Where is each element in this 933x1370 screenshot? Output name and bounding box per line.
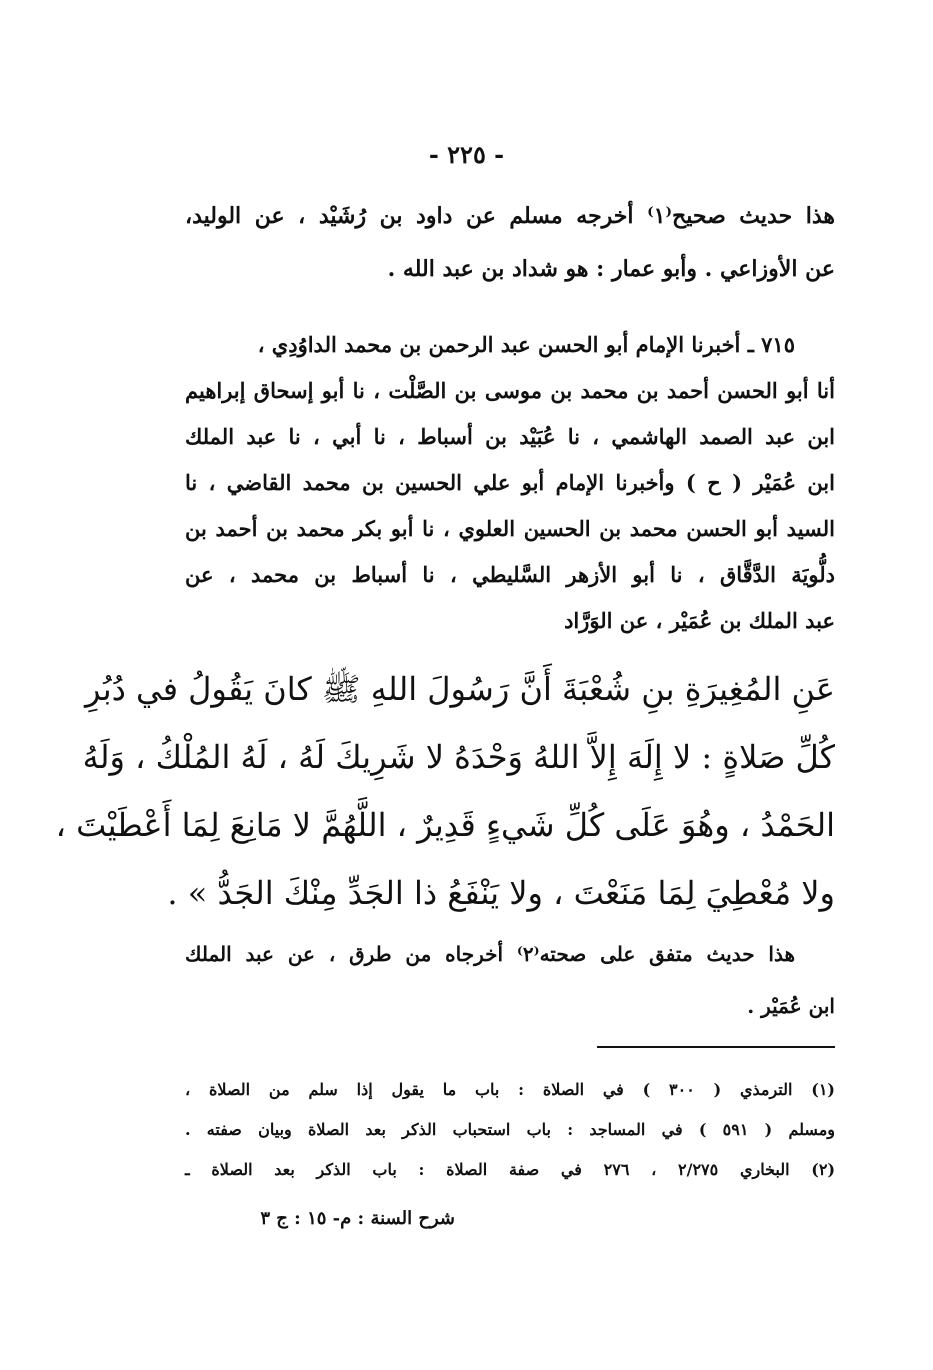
text-line: السيد أبو الحسن محمد بن الحسين العلوي ، نا أبو بكر محمد بن أحمد بن (185, 516, 835, 541)
isnad-paragraph (185, 322, 835, 644)
commentary-paragraph-1 (185, 190, 835, 296)
text-line: أنا أبو الحسن أحمد بن محمد بن موسى بن الصَّلْت ، نا أبو إسحاق إبراهيم (185, 378, 835, 403)
book-signature: شرح السنة : م- ١٥ : ج ٣ (260, 1208, 455, 1229)
footnote: (٢) البخاري ٢/٢٧٥ ، ٢٧٦ في صفة الصلاة : باب الذكر بعد الصلاة ـ (185, 1160, 836, 1179)
hadith-line: كُلِّ صَلاةٍ : لا إِلَهَ إِلاَّ اللهُ وَحْدَهُ لا شَرِيكَ لَهُ ، لَهُ المُلْكُ ، وَلَهُ (82, 738, 835, 776)
footnote: (١) الترمذي ( ٣٠٠ ) في الصلاة : باب ما يقول إذا سلم من الصلاة ، (185, 1080, 835, 1099)
text-line: دلُّويَة الدَّقَّاق ، نا أبو الأزهر السَّليطي ، نا أسباط بن محمد ، عن (185, 562, 835, 587)
footnote: ومسلم ( ٥٩١ ) في المساجد : باب استحباب الذكر بعد الصلاة وبيان صفته . (185, 1120, 836, 1139)
text-line: عن الأوزاعي . وأبو عمار : هو شداد بن عبد الله . (387, 256, 835, 282)
footnote-divider (597, 1046, 835, 1048)
hadith-line: عَنِ المُغِيرَةِ بنِ شُعْبَةَ أَنَّ رَسُولَ اللهِ ﷺ كانَ يَقُولُ في دُبُرِ (85, 670, 835, 708)
footnotes (185, 1070, 835, 1190)
page-number: - ٢٢٥ - (428, 140, 505, 169)
text-line: هذا حديث صحيح⁽١⁾ أخرجه مسلم عن داود بن رُشَيْد ، عن الوليد، (185, 203, 835, 229)
text-line: ابن عُمَيْر ( ح ) وأخبرنا الإمام أبو علي الحسين بن محمد القاضي ، نا (185, 470, 835, 495)
hadith-text (55, 655, 835, 927)
commentary-paragraph-2 (185, 928, 835, 1032)
hadith-line: ولا مُعْطِيَ لِمَا مَنَعْتَ ، ولا يَنْفَعُ ذا الجَدِّ مِنْكَ الجَدُّ » . (167, 874, 835, 912)
text-line: عبد الملك بن عُمَيْر ، عن الوَرَّاد (564, 608, 835, 633)
hadith-line: الحَمْدُ ، وهُوَ عَلَى كُلِّ شَيءٍ قَدِيرٌ ، اللَّهُمَّ لا مَانِعَ لِمَا أَعْطَيْتَ ، (55, 806, 835, 844)
text-line: ابن عُمَيْر . (747, 994, 835, 1018)
text-line: ٧١٥ ـ أخبرنا الإمام أبو الحسن عبد الرحمن بن محمد الداوُدِي ، (257, 332, 795, 357)
text-line: ابن عبد الصمد الهاشمي ، نا عُبَيْد بن أسباط ، نا أبي ، نا عبد الملك (185, 424, 835, 449)
text-line: هذا حديث متفق على صحته⁽٢⁾ أخرجاه من طرق ، عن عبد الملك (185, 942, 796, 966)
